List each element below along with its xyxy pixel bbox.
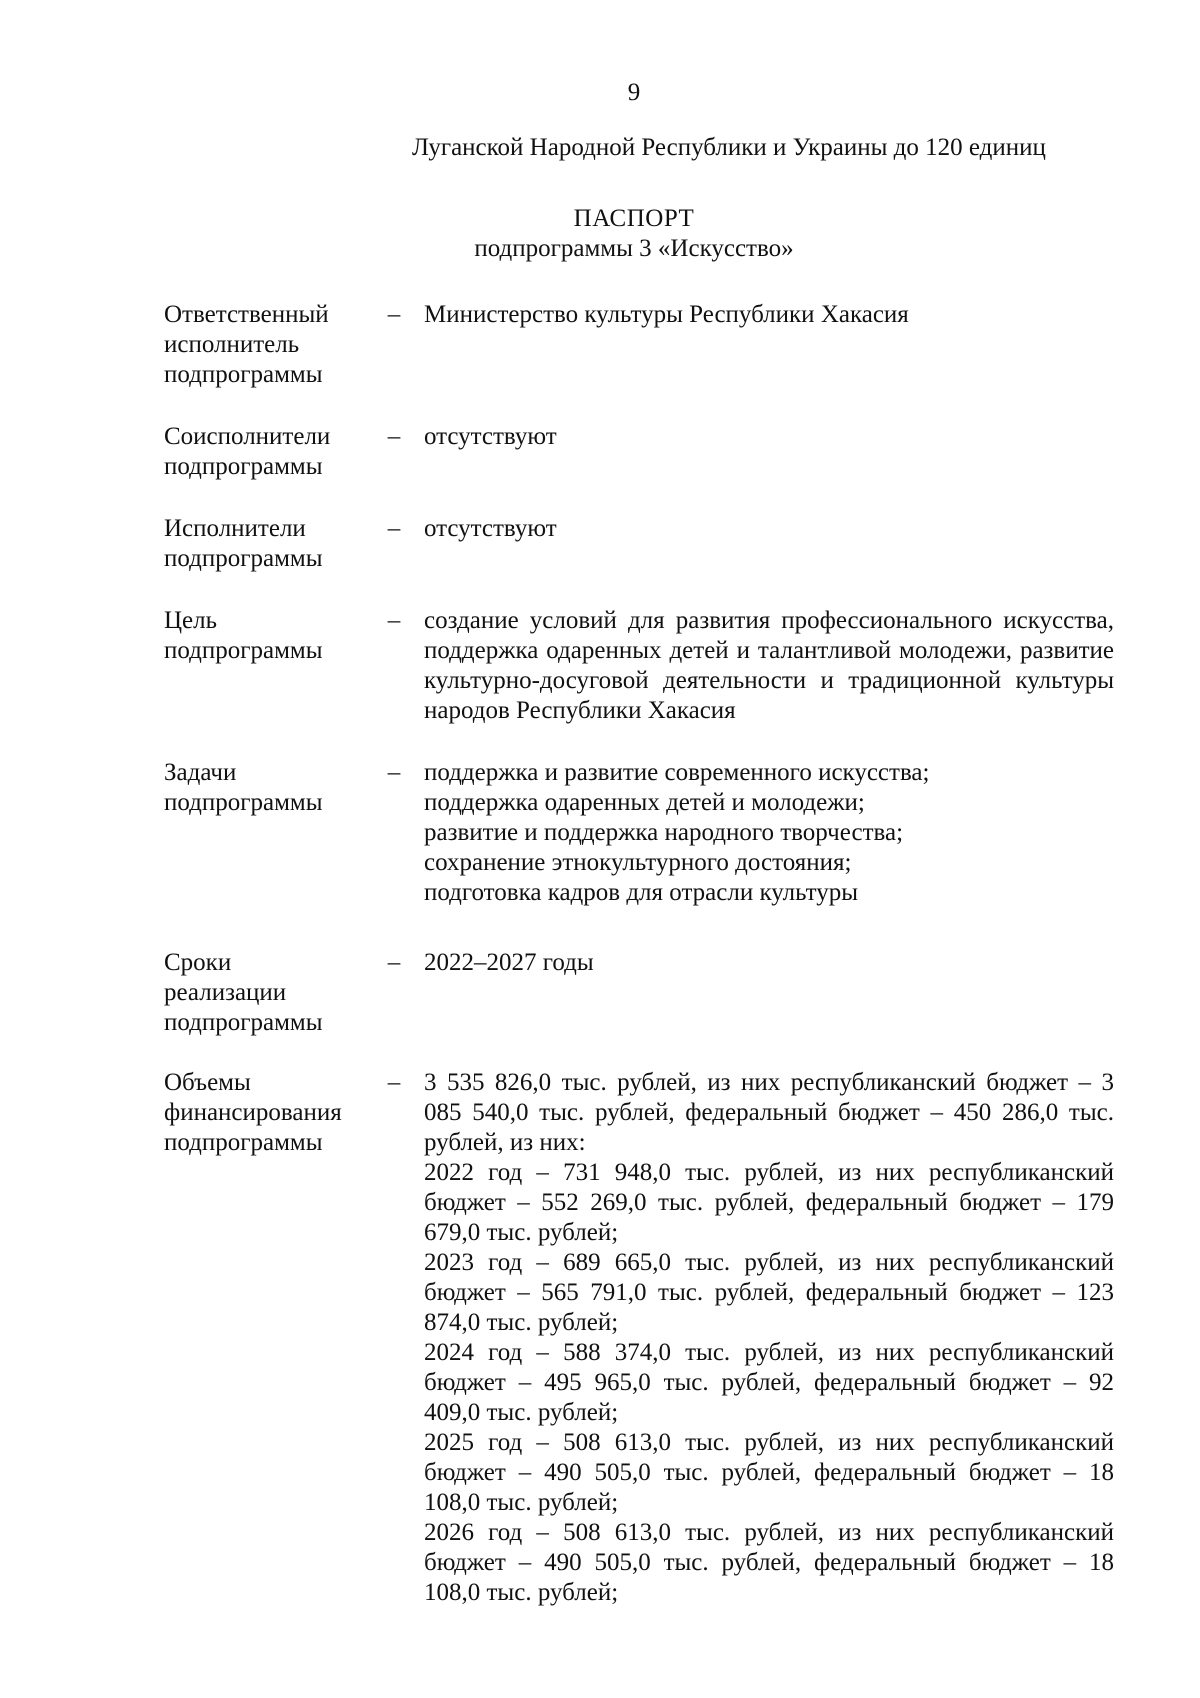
row-executors	[164, 514, 1114, 574]
continuation-text: Луганской Народной Республики и Украины до 120 единиц	[412, 134, 1046, 161]
row-dash: –	[387, 423, 401, 450]
row-funding	[164, 1068, 1114, 1608]
funding-total: 3 535 826,0 тыс. рублей, из них республиканский бюджет – 3 085 540,0 тыс. рублей, федеральный бюджет – 450 286,0 тыс. рублей, из них:	[424, 1069, 1114, 1156]
row-value: Министерство культуры Республики Хакасия	[424, 301, 909, 328]
row-goal	[164, 606, 1114, 726]
row-dash: –	[387, 301, 401, 328]
funding-year-2024: 2024 год – 588 374,0 тыс. рублей, из них республиканский бюджет – 495 965,0 тыс. рублей, федеральный бюджет – 92 409,0 тыс. рублей;	[424, 1339, 1114, 1426]
task-item: поддержка одаренных детей и молодежи;	[424, 789, 865, 816]
row-value	[424, 1068, 1114, 1608]
row-dash: –	[387, 949, 401, 976]
task-item: подготовка кадров для отрасли культуры	[424, 879, 858, 906]
row-tasks	[164, 758, 1114, 908]
row-label: Задачи подпрограммы	[164, 759, 323, 816]
row-responsible-executor	[164, 300, 1114, 390]
row-label: Сроки реализации подпрограммы	[164, 949, 323, 1036]
passport-table	[164, 300, 1114, 1640]
task-item: сохранение этнокультурного достояния;	[424, 849, 852, 876]
row-implementation-period	[164, 948, 1114, 1038]
document-subheading: подпрограммы 3 «Искусство»	[474, 235, 794, 262]
row-dash: –	[387, 1069, 401, 1096]
row-value	[424, 758, 1114, 908]
row-value: отсутствуют	[424, 515, 557, 542]
row-value: отсутствуют	[424, 423, 557, 450]
task-item: развитие и поддержка народного творчества;	[424, 819, 904, 846]
funding-year-2022: 2022 год – 731 948,0 тыс. рублей, из них республиканский бюджет – 552 269,0 тыс. рублей, федеральный бюджет – 179 679,0 тыс. рублей;	[424, 1159, 1114, 1246]
row-label: Исполнители подпрограммы	[164, 515, 323, 572]
row-label: Соисполнители подпрограммы	[164, 423, 331, 480]
passport-title	[0, 204, 1200, 264]
row-value: создание условий для развития профессионального искусства, поддержка одаренных детей и талантливой молодежи, развитие культурно-досуговой деятельности и традиционной культуры народов Республики Хакасия	[424, 607, 1114, 724]
funding-year-2023: 2023 год – 689 665,0 тыс. рублей, из них республиканский бюджет – 565 791,0 тыс. рублей, федеральный бюджет – 123 874,0 тыс. рублей;	[424, 1249, 1114, 1336]
row-label: Ответственный исполнитель подпрограммы	[164, 301, 329, 388]
row-label: Объемы финансирования подпрограммы	[164, 1069, 342, 1156]
row-dash: –	[387, 515, 401, 542]
page-number: 9	[627, 79, 641, 106]
row-co-executors	[164, 422, 1114, 482]
funding-year-2026: 2026 год – 508 613,0 тыс. рублей, из них республиканский бюджет – 490 505,0 тыс. рублей, федеральный бюджет – 18 108,0 тыс. рублей;	[424, 1519, 1114, 1606]
funding-year-2025: 2025 год – 508 613,0 тыс. рублей, из них республиканский бюджет – 490 505,0 тыс. рублей, федеральный бюджет – 18 108,0 тыс. рублей;	[424, 1429, 1114, 1516]
row-dash: –	[387, 759, 401, 786]
row-value: 2022–2027 годы	[424, 949, 594, 976]
task-item: поддержка и развитие современного искусства;	[424, 759, 930, 786]
row-dash: –	[387, 607, 401, 634]
document-heading: ПАСПОРТ	[573, 205, 695, 232]
row-label: Цель подпрограммы	[164, 607, 323, 664]
